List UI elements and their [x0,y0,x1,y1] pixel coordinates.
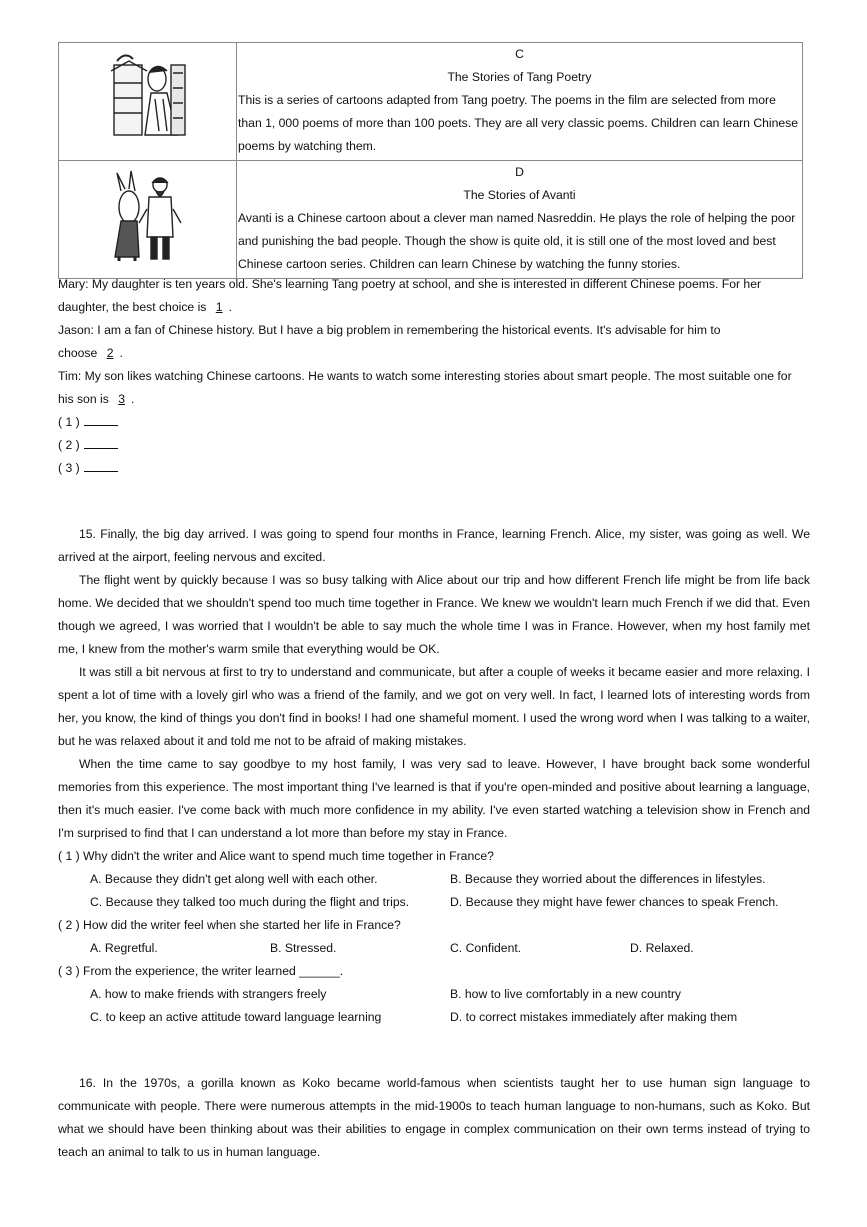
answer-line-3 [58,457,818,480]
card-d-title: The Stories of Avanti [463,188,576,202]
q2-option-b[interactable]: B. Stressed. [270,941,337,955]
passage-16 [58,1072,810,1164]
mary-line-2-text: daughter, the best choice is [58,300,207,314]
q2-option-a[interactable]: A. Regretful. [90,941,158,955]
q3-stem: ( 3 ) From the experience, the writer learned ______. [58,964,344,978]
passage-15-para-4: When the time came to say goodbye to my host family, I was very sad to leave. However, I have brought back some wonderful memories from this experience. The most important thing I've learned is that if you're open-minded and positive about learning a language, then it's much easier. I've come back with much more confidence in my ability. I've even started watching a television show in French and I'm surprised to find that I can understand a lot more than before my stay in France. [58,757,810,840]
passage-15-para-1: 15. Finally, the big day arrived. I was going to spend four months in France, learning French. Alice, my sister, was going as well. We arrived at the airport, feeling nervous and excited. [58,527,810,564]
card-c-letter: C [515,47,524,61]
answer-blank-3[interactable] [84,459,118,472]
card-c-body: This is a series of cartoons adapted from Tang poetry. The poems in the film are selected from more than 1, 000 poems of more than 100 poets. They are all very classic poems. Children can learn Chinese poems by watching them. [238,93,799,153]
card-c-title: The Stories of Tang Poetry [447,70,592,84]
jason-line-2-text: choose [58,346,98,360]
tim-line-1: Tim: My son likes watching Chinese cartoons. He wants to watch some interesting stories about smart people. The most suitable one for [58,369,792,383]
q3-option-c[interactable]: C. to keep an active attitude toward language learning [90,1010,382,1024]
answer-label-2: ( 2 ) [58,438,80,452]
tim-line-2: his son is 3 . [58,392,135,406]
passage-15 [58,523,810,845]
answer-label-3: ( 3 ) [58,461,80,475]
q1-option-c[interactable]: C. Because they talked too much during the flight and trips. [90,895,410,909]
q1-stem: ( 1 ) Why didn't the writer and Alice want to spend much time together in France? [58,849,494,863]
passage-15-para-2: The flight went by quickly because I was so busy talking with Alice about our trip and how different French life might be from life back home. We decided that we shouldn't spend too much time together in France. We knew we wouldn't learn much French if we did that. Even though we agreed, I was worried that I wouldn't be able to say much the whole time I was in France. However, when my host family met me, I knew from the mother's warm smile that everything would be OK. [58,573,810,656]
q2-option-c[interactable]: C. Confident. [450,941,522,955]
tim-line-2-text: his son is [58,392,109,406]
tang-poetry-cartoon-icon [59,43,236,157]
q3-option-b[interactable]: B. how to live comfortably in a new country [450,987,681,1001]
q1-option-b[interactable]: B. Because they worried about the differences in lifestyles. [450,872,766,886]
cartoon-table [58,42,803,279]
answer-line-2 [58,434,818,457]
q3-option-d[interactable]: D. to correct mistakes immediately after making them [450,1010,738,1024]
q2-option-d[interactable]: D. Relaxed. [630,941,694,955]
answer-line-1 [58,411,818,434]
card-c-image-cell [59,43,237,161]
q1-option-a[interactable]: A. Because they didn't get along well with each other. [90,872,378,886]
mary-line-2: daughter, the best choice is 1 . [58,300,232,314]
avanti-donkey-cartoon-icon [59,161,236,275]
jason-line-2: choose 2 . [58,346,123,360]
card-d-text-cell [237,161,803,279]
passage-15-para-3: It was still a bit nervous at first to try to understand and communicate, but after a couple of weeks it became easier and more relaxing. I spent a lot of time with a lovely girl who was a friend of the family, and we got on very well. In fact, I learned lots of interesting words from her, you know, the kind of things you don't find in books! I had one shameful moment. I used the wrong word when I was talking to a waiter, but he was relaxed about it and told me not to be afraid of making mistakes. [58,665,810,748]
answer-label-1: ( 1 ) [58,415,80,429]
card-d-body: Avanti is a Chinese cartoon about a clever man named Nasreddin. He plays the role of helping the poor and punishing the bad people. Though the show is quite old, it is still one of the most loved and best Chinese cartoon series. Children can learn Chinese by watching the funny stories. [238,211,796,271]
q1-option-d[interactable]: D. Because they might have fewer chances to speak French. [450,895,779,909]
q3-option-a[interactable]: A. how to make friends with strangers freely [90,987,327,1001]
answer-blank-2[interactable] [84,436,118,449]
card-d-image-cell [59,161,237,279]
card-row-c [59,43,803,161]
card-c-text-cell [237,43,803,161]
jason-line-1: Jason: I am a fan of Chinese history. But I have a big problem in remembering the historical events. It's advisable for him to [58,323,721,337]
mary-line-1: Mary: My daughter is ten years old. She's learning Tang poetry at school, and she is interested in different Chinese poems. For her [58,277,762,291]
card-d-letter: D [515,165,524,179]
passage-16-para-1: 16. In the 1970s, a gorilla known as Koko became world-famous when scientists taught her to use human sign language to communicate with people. There were numerous attempts in the mid-1900s to teach human language to non-humans, such as Koko. But what we should have been thinking about was their abilities to engage in complex communication on their own terms instead of trying to teach an animal to talk to us in human language. [58,1076,810,1159]
jason-blank: 2 [106,346,114,360]
mary-blank: 1 [215,300,223,314]
card-row-d [59,161,803,279]
answer-blank-1[interactable] [84,413,118,426]
tim-blank: 3 [118,392,125,406]
q2-stem: ( 2 ) How did the writer feel when she started her life in France? [58,918,401,932]
